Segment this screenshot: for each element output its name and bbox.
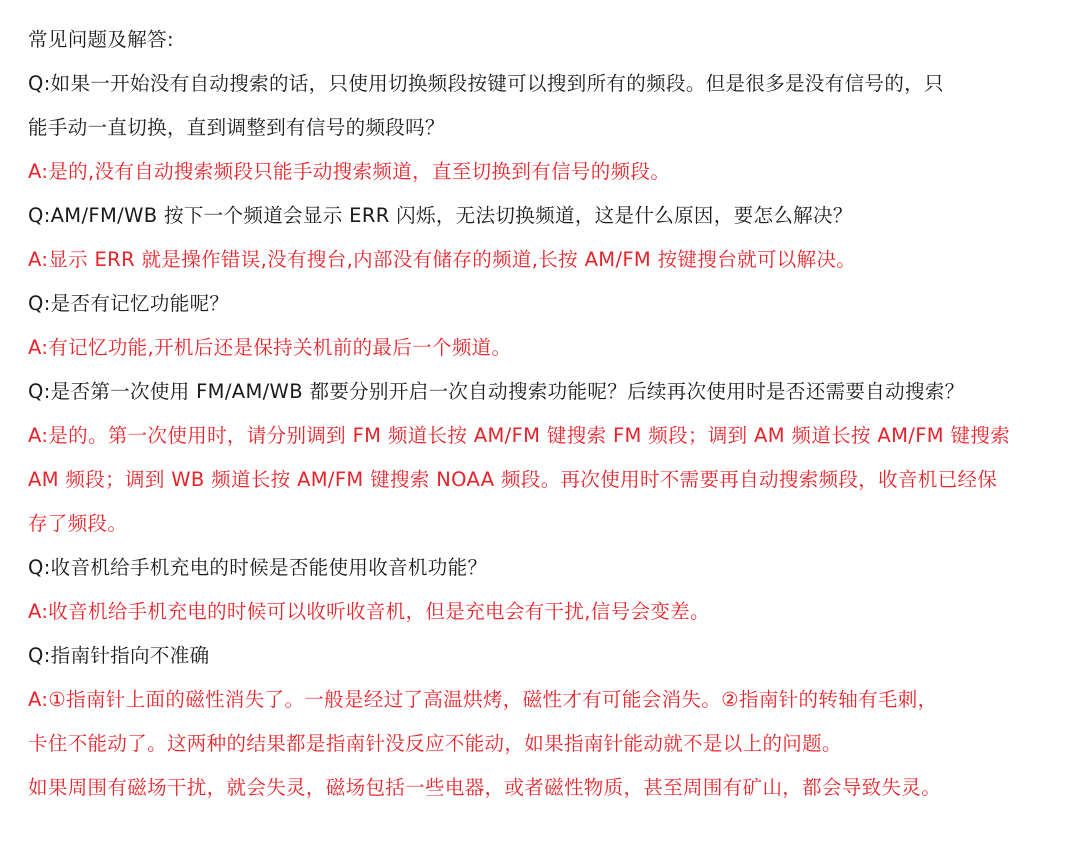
question-line: Q:收音机给手机充电的时候是否能使用收音机功能？ (28, 556, 488, 579)
answer-line: A:收音机给手机充电的时候可以收听收音机，但是充电会有干扰,信号会变差。 (28, 600, 710, 623)
faq-document (28, 18, 1064, 810)
answer-line: A:是的。第一次使用时，请分别调到 FM 频道长按 AM/FM 键搜索 FM 频段；调到 AM 频道长按 AM/FM 键搜索 (28, 424, 1011, 447)
question-line: Q:如果一开始没有自动搜索的话，只使用切换频段按键可以搜到所有的频段。但是很多是没有信号的，只 (28, 72, 944, 95)
answer-line: A:是的,没有自动搜索频段只能手动搜索频道，直至切换到有信号的频段。 (28, 160, 671, 183)
question-line: Q:AM/FM/WB 按下一个频道会显示 ERR 闪烁，无法切换频道，这是什么原因，要怎么解决？ (28, 204, 853, 227)
answer-line: A:①指南针上面的磁性消失了。一般是经过了高温烘烤，磁性才有可能会消失。②指南针的转轴有毛刺， (28, 688, 938, 711)
question-line: Q:是否有记忆功能呢？ (28, 292, 230, 315)
answer-line: 卡住不能动了。这两种的结果都是指南针没反应不能动，如果指南针能动就不是以上的问题。 (28, 732, 842, 755)
answer-line: 如果周围有磁场干扰，就会失灵，磁场包括一些电器，或者磁性物质，甚至周围有矿山，都会导致失灵。 (28, 776, 942, 799)
answer-line: 存了频段。 (28, 512, 128, 535)
answer-line: AM 频段；调到 WB 频道长按 AM/FM 键搜索 NOAA 频段。再次使用时不需要再自动搜索频段，收音机已经保 (28, 468, 998, 491)
faq-heading: 常见问题及解答: (28, 28, 174, 51)
question-line: Q:指南针指向不准确 (28, 644, 210, 667)
question-line: Q:是否第一次使用 FM/AM/WB 都要分别开启一次自动搜索功能呢？后续再次使用时是否还需要自动搜索？ (28, 380, 965, 403)
faq-lines (28, 62, 1064, 810)
question-line: 能手动一直切换，直到调整到有信号的频段吗？ (28, 116, 445, 139)
answer-line: A:有记忆功能,开机后还是保持关机前的最后一个频道。 (28, 336, 512, 359)
answer-line: A:显示 ERR 就是操作错误,没有搜台,内部没有储存的频道,长按 AM/FM 按键搜台就可以解决。 (28, 248, 857, 271)
